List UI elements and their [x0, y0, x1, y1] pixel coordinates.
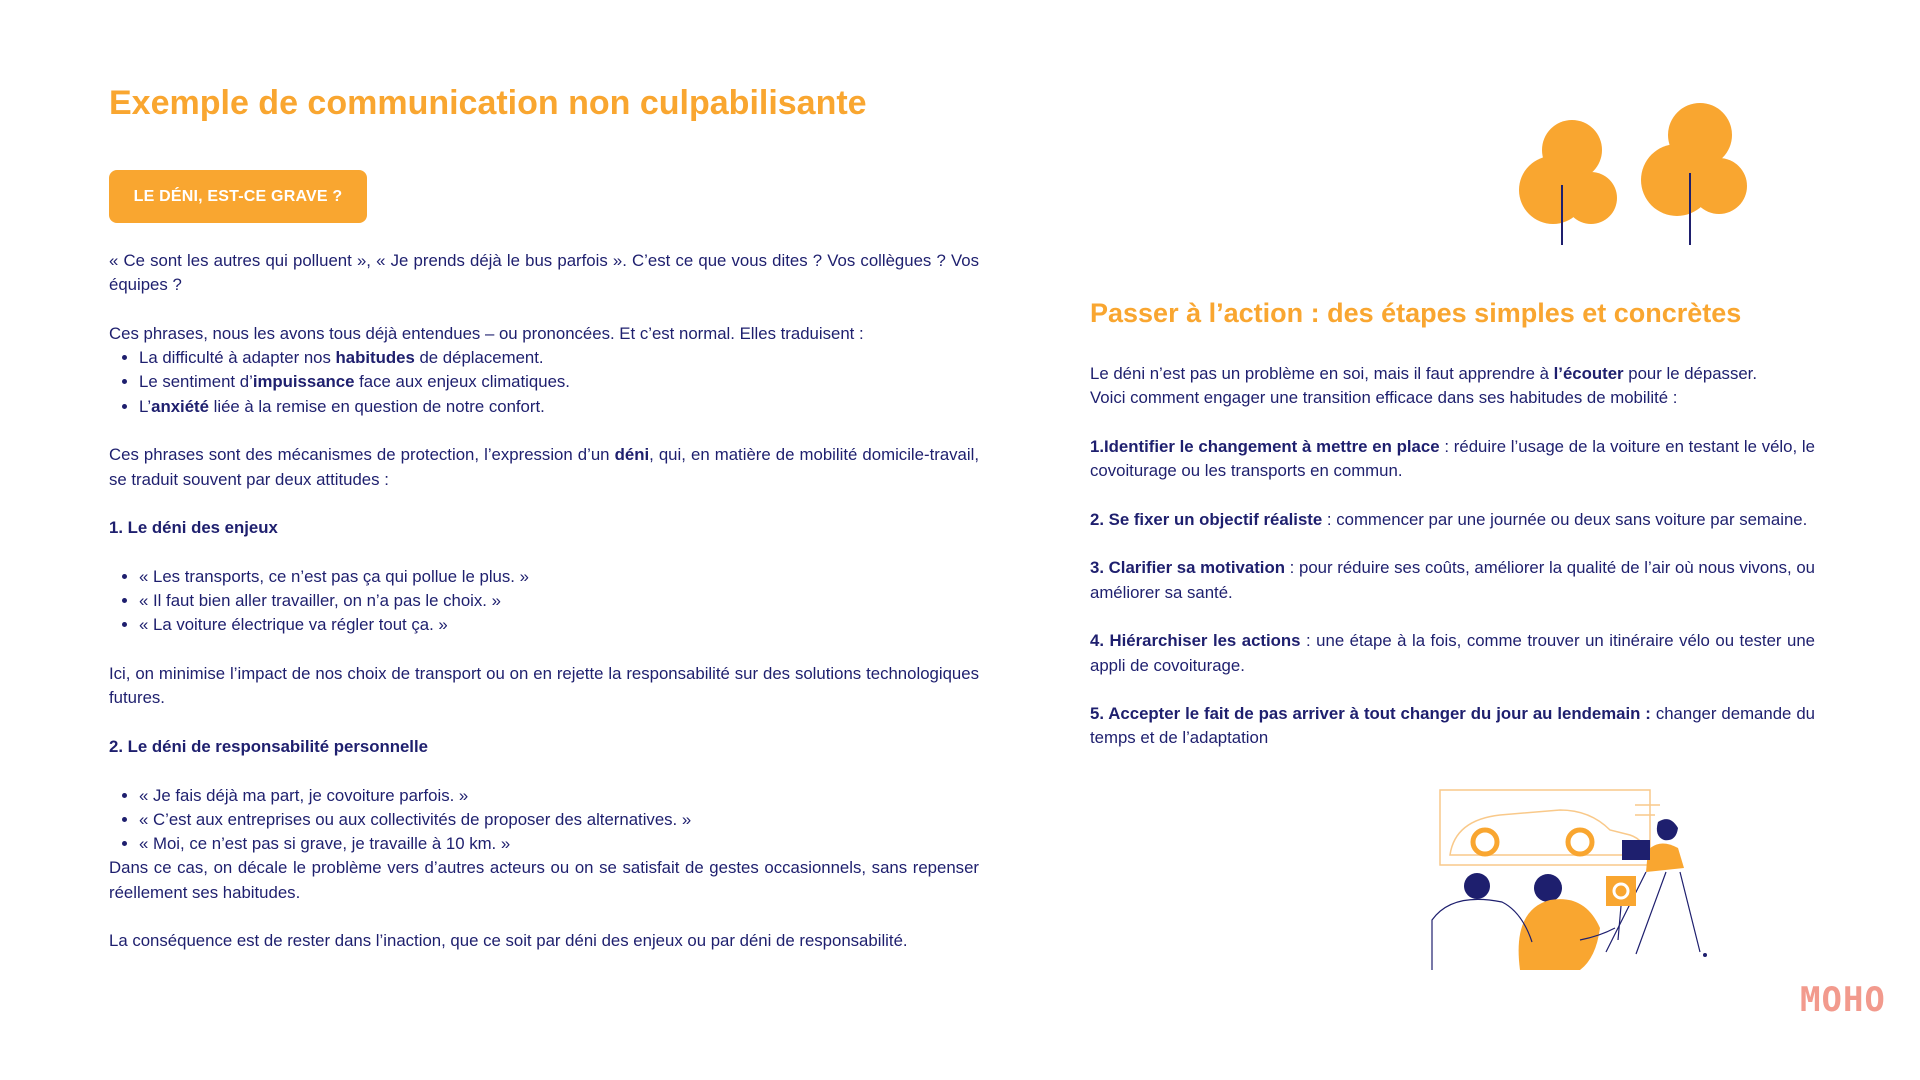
conclusion-paragraph: La conséquence est de rester dans l’inaction, que ce soit par déni des enjeux ou par déni de responsabilité.: [109, 931, 908, 951]
list-item: • « C’est aux entreprises ou aux collectivités de proposer des alternatives. »: [139, 808, 979, 832]
page-title: Exemple de communication non culpabilisante: [109, 84, 867, 122]
right-column: [1090, 362, 1815, 751]
list-item: • « La voiture électrique va régler tout ça. »: [139, 613, 979, 637]
right-intro: Le déni n’est pas un problème en soi, mais il faut apprendre à l’écouter pour le dépasser. Voici comment engager une transition efficace dans ses habitudes de mobilité :: [1090, 364, 1757, 408]
step-1: 1.Identifier le changement à mettre en place : réduire l’usage de la voiture en testant le vélo, le covoiturage ou les transports en commun.: [1090, 436, 1815, 481]
brand-logo: MOHO: [1800, 980, 1886, 1020]
list-item: • Le sentiment d’impuissance face aux enjeux climatiques.: [139, 370, 979, 394]
step-4: 4. Hiérarchiser les actions : une étape à la fois, comme trouver un itinéraire vélo ou tester une appli de covoiturage.: [1090, 631, 1815, 675]
section-1-title: 1. Le déni des enjeux: [109, 518, 278, 538]
phrases-intro: Ces phrases, nous les avons tous déjà entendues – ou prononcées. Et c’est normal. Elles traduisent :: [109, 323, 864, 343]
section-2-text: Dans ce cas, on décale le problème vers d’autres acteurs ou on se satisfait de gestes occasionnels, sans repenser réellement ses habitudes.: [109, 858, 979, 902]
list-item: • « Les transports, ce n’est pas ça qui pollue le plus. »: [139, 565, 979, 589]
step-3: 3. Clarifier sa motivation : pour réduire ses coûts, améliorer la qualité de l’air où nous vivons, ou améliorer sa santé.: [1090, 558, 1815, 602]
list-item: • « Moi, ce n’est pas si grave, je travaille à 10 km. »: [139, 832, 979, 856]
tree-icon: [1505, 100, 1750, 250]
team-illustration: [1430, 780, 1740, 980]
step-2: 2. Se fixer un objectif réaliste : commencer par une journée ou deux sans voiture par semaine.: [1090, 509, 1808, 529]
section-2-title: 2. Le déni de responsabilité personnelle: [109, 736, 428, 756]
section-2-list: [109, 784, 979, 857]
intro-paragraph: « Ce sont les autres qui polluent », « Je prends déjà le bus parfois ». C’est ce que vous dites ? Vos collègues ? Vos équipes ?: [109, 251, 979, 295]
list-item: • « Je fais déjà ma part, je covoiture parfois. »: [139, 784, 979, 808]
section-1-list: [109, 565, 979, 638]
list-item: • « Il faut bien aller travailler, on n’a pas le choix. »: [139, 589, 979, 613]
mechanism-paragraph: Ces phrases sont des mécanismes de protection, l’expression d’un déni, qui, en matière de mobilité domicile-travail, se traduit souvent par deux attitudes :: [109, 445, 979, 489]
left-column: [109, 249, 979, 954]
symptoms-list: [109, 346, 979, 419]
section-1-text: Ici, on minimise l’impact de nos choix de transport ou on en rejette la responsabilité sur des solutions technologiques futures.: [109, 664, 979, 708]
list-item: • L’anxiété liée à la remise en question de notre confort.: [139, 395, 979, 419]
section-tag: LE DÉNI, EST-CE GRAVE ?: [109, 170, 367, 223]
list-item: • La difficulté à adapter nos habitudes de déplacement.: [139, 346, 979, 370]
step-5: 5. Accepter le fait de pas arriver à tout changer du jour au lendemain : changer demande du temps et de l’adaptation: [1090, 704, 1815, 748]
section-heading: Passer à l’action : des étapes simples et concrètes: [1090, 298, 1742, 328]
